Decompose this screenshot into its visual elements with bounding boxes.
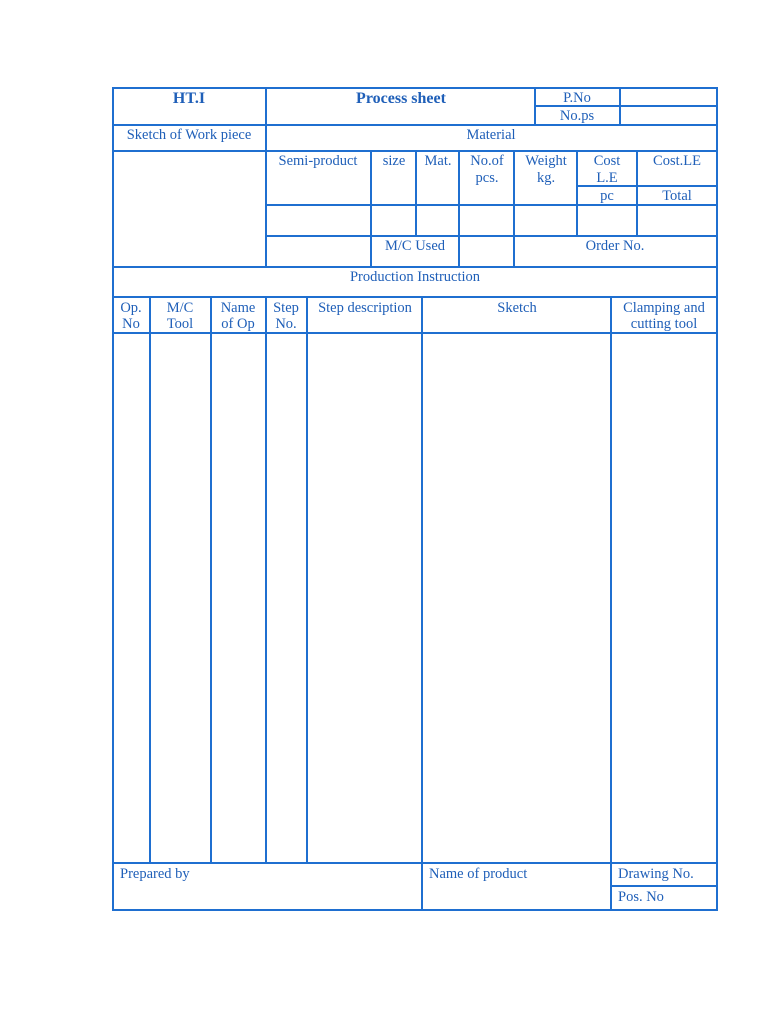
cost-total-field[interactable] xyxy=(638,206,716,235)
p-no-label: P.No xyxy=(563,90,591,106)
cutting-tool-header: cutting tool xyxy=(630,316,698,332)
size-label: size xyxy=(382,153,406,169)
kg-label: kg. xyxy=(536,170,556,186)
sketch-workpiece-area[interactable] xyxy=(114,152,265,266)
name-of-op-column[interactable] xyxy=(212,334,265,862)
step-description-column[interactable] xyxy=(308,334,421,862)
production-instruction-label: Production Instruction xyxy=(349,269,481,285)
step-no-column[interactable] xyxy=(267,334,306,862)
no-of-pcs-field[interactable] xyxy=(460,206,513,235)
step-no-header: No. xyxy=(275,316,297,332)
p-no-field[interactable] xyxy=(622,89,715,105)
mat-label: Mat. xyxy=(424,153,452,169)
weight-field[interactable] xyxy=(515,206,576,235)
sketch-header: Sketch xyxy=(497,300,537,316)
sketch-column[interactable] xyxy=(423,334,610,862)
no-of-label: No.of xyxy=(470,153,504,169)
cost-label: Cost xyxy=(593,153,621,169)
mc-used-label: M/C Used xyxy=(384,238,446,254)
mat-field[interactable] xyxy=(417,206,458,235)
clamping-header: Clamping and xyxy=(623,300,705,316)
mc-header: M/C xyxy=(166,300,194,316)
material-label: Material xyxy=(466,127,516,143)
semi-product-label: Semi-product xyxy=(278,153,358,169)
no-ps-field[interactable] xyxy=(622,107,715,124)
form-code: HT.I xyxy=(172,90,206,107)
op-no-column[interactable] xyxy=(114,334,149,862)
pc-label: pc xyxy=(600,188,614,204)
name-header: Name xyxy=(220,300,256,316)
name-of-product-label: Name of product xyxy=(429,866,528,882)
no-ps-label: No.ps xyxy=(559,108,595,124)
of-op-header: of Op xyxy=(221,316,255,332)
drawing-no-label: Drawing No. xyxy=(618,866,694,882)
weight-label: Weight xyxy=(525,153,567,169)
tool-header: Tool xyxy=(166,316,194,332)
form-title: Process sheet xyxy=(356,90,446,107)
prepared-by-label: Prepared by xyxy=(120,866,190,882)
semi-product-field[interactable] xyxy=(267,206,370,235)
mc-used-field[interactable] xyxy=(460,237,513,266)
total-label: Total xyxy=(662,188,692,204)
step-description-header: Step description xyxy=(318,300,412,316)
order-no-label: Order No. xyxy=(585,238,645,254)
op-header: Op. xyxy=(120,300,142,316)
pcs-label: pcs. xyxy=(475,170,499,186)
size-field[interactable] xyxy=(372,206,415,235)
op-no-header: No xyxy=(122,316,140,332)
pos-no-label: Pos. No xyxy=(618,889,664,905)
le-label: L.E xyxy=(596,170,618,186)
sketch-workpiece-label: Sketch of Work piece xyxy=(126,127,252,143)
mc-tool-column[interactable] xyxy=(151,334,210,862)
step-header: Step xyxy=(273,300,299,316)
clamping-column[interactable] xyxy=(612,334,716,862)
cost-le-label: Cost.LE xyxy=(653,153,701,169)
cost-pc-field[interactable] xyxy=(578,206,636,235)
